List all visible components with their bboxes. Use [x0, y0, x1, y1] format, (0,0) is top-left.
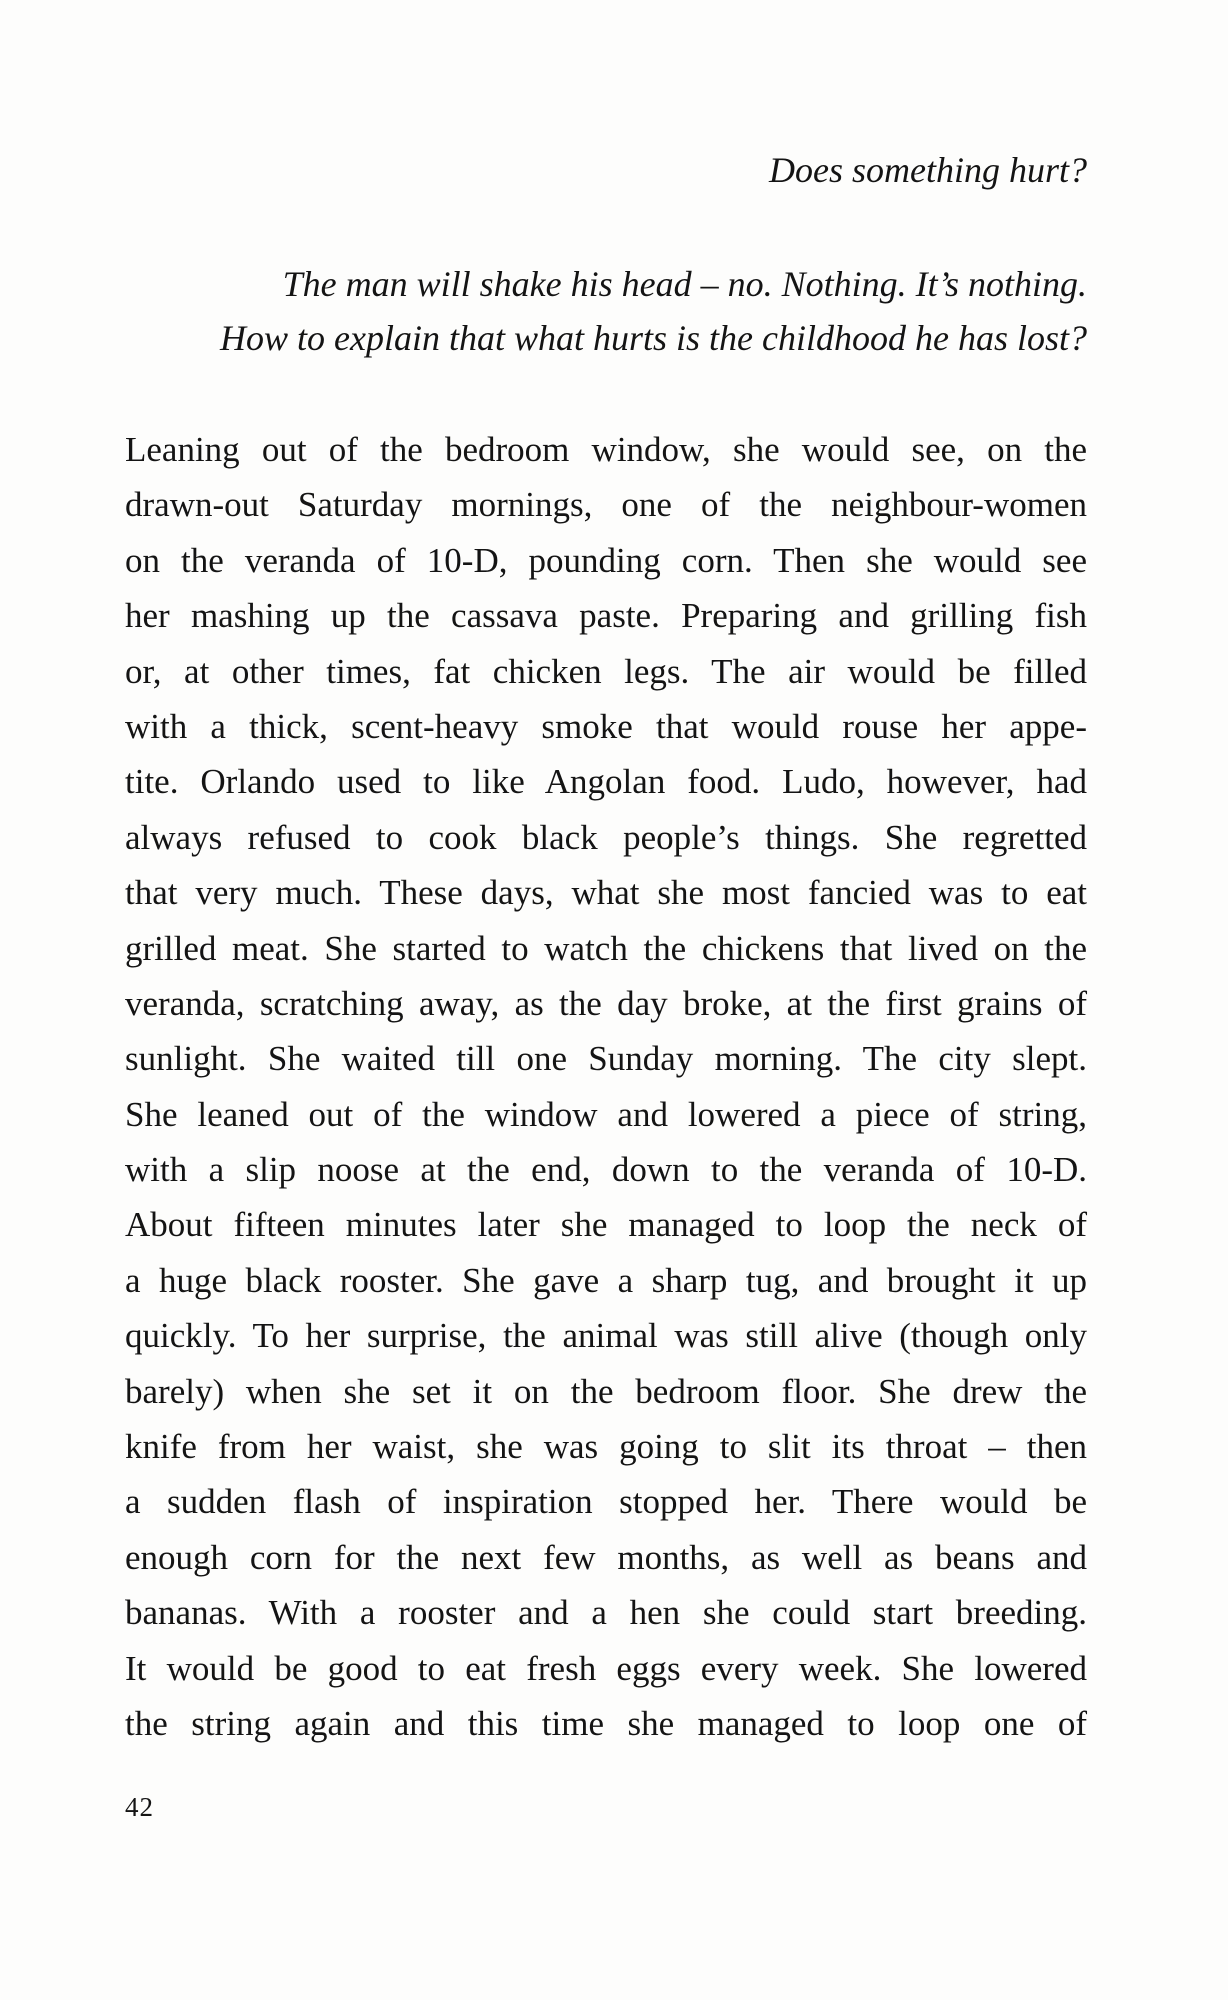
text-line: quickly. To her surprise, the animal was still alive (though only	[125, 1316, 1087, 1356]
text-line: always refused to cook black people’s things. She regretted	[125, 817, 1087, 857]
body-paragraph	[125, 422, 1087, 1751]
text-line: with a slip noose at the end, down to the veranda of 10-D.	[125, 1150, 1087, 1190]
text-line: knife from her waist, she was going to slit its throat – then	[125, 1427, 1087, 1467]
text-line: About fifteen minutes later she managed to loop the neck of	[125, 1205, 1087, 1245]
text-line: with a thick, scent-heavy smoke that would rouse her appe-	[125, 706, 1087, 746]
text-line: that very much. These days, what she most fancied was to eat	[125, 873, 1087, 913]
text-line: She leaned out of the window and lowered a piece of string,	[125, 1094, 1087, 1134]
text-line: Leaning out of the bedroom window, she would see, on the	[125, 430, 1087, 469]
text-line: tite. Orlando used to like Angolan food. Ludo, however, had	[125, 762, 1087, 802]
text-line: drawn-out Saturday mornings, one of the neighbour-women	[125, 485, 1087, 525]
text-line: grilled meat. She started to watch the chickens that lived on the	[125, 928, 1087, 968]
dialogue-answer-line-2: How to explain that what hurts is the childhood he has lost?	[220, 318, 1087, 358]
text-line: enough corn for the next few months, as well as beans and	[125, 1537, 1087, 1577]
text-line: It would be good to eat fresh eggs every week. She lowered	[125, 1648, 1087, 1688]
text-line: veranda, scratching away, as the day broke, at the first grains of	[125, 983, 1087, 1023]
page-number: 42	[125, 1792, 154, 1822]
text-line: her mashing up the cassava paste. Preparing and grilling fish	[125, 596, 1087, 636]
text-line: bananas. With a rooster and a hen she could start breeding.	[125, 1593, 1087, 1633]
text-line: a sudden flash of inspiration stopped her. There would be	[125, 1482, 1087, 1522]
dialogue-question: Does something hurt?	[769, 150, 1087, 190]
dialogue-answer-line-1: The man will shake his head – no. Nothing. It’s nothing.	[282, 264, 1087, 304]
text-line: a huge black rooster. She gave a sharp tug, and brought it up	[125, 1260, 1087, 1300]
text-line: the string again and this time she managed to loop one of	[125, 1703, 1087, 1743]
text-line: barely) when she set it on the bedroom floor. She drew the	[125, 1371, 1087, 1411]
text-line: or, at other times, fat chicken legs. The air would be filled	[125, 651, 1087, 691]
text-line: sunlight. She waited till one Sunday morning. The city slept.	[125, 1039, 1087, 1079]
text-line: on the veranda of 10-D, pounding corn. Then she would see	[125, 540, 1087, 580]
